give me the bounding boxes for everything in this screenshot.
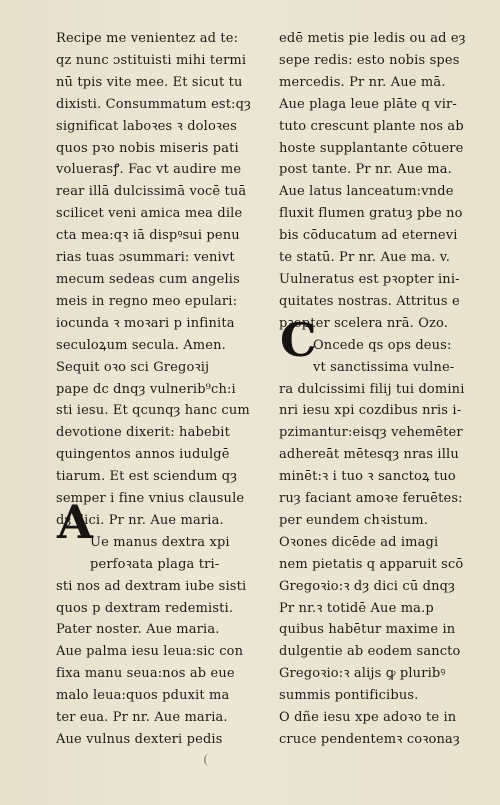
text-line: Aue plaga leue plāte q vir-	[279, 96, 457, 112]
text-line: nū tpis vite mee. Et sicut tu	[56, 74, 243, 90]
text-line: summis pontificibus.	[279, 688, 419, 704]
text-line: Pr nr.ꝛ totidē Aue ma.p	[279, 600, 434, 616]
text-line: dulgentie ab eodem sancto	[279, 644, 461, 660]
text-line: vt sanctissima vulne-	[313, 359, 455, 375]
text-line: pꝛopter scelera nrā. Ozo.	[279, 315, 449, 331]
text-line: cta mea:qꝛ iā dispꝰsui penu	[56, 228, 240, 244]
text-line: sti iesu. Et qcunqȝ hanc cum	[56, 403, 250, 419]
text-line: devotione dixerit: habebit	[56, 425, 230, 441]
text-line: Aue latus lanceatum:vnde	[279, 184, 454, 200]
text-line: fluxit flumen gratuȝ pbe no	[279, 206, 463, 222]
text-line: Recipe me venientez ad te:	[56, 31, 239, 46]
text-line: Pater noster. Aue maria.	[56, 622, 220, 638]
text-line: perfoꝛata plaga tri-	[90, 556, 220, 572]
text-line: Aue vulnus dexteri pedis	[56, 732, 223, 747]
text-line: meis in regno meo epulari:	[56, 293, 238, 309]
text-line: quitates nostras. Attritus e	[279, 293, 460, 309]
left-text-column	[56, 28, 270, 751]
text-line: rias tuas ɔsummari: venivt	[56, 250, 235, 266]
text-line: sti nos ad dextram iube sisti	[56, 578, 247, 594]
decorated-initial-a: A	[57, 495, 93, 549]
text-line: dȝ dici. Pr nr. Aue maria.	[56, 512, 224, 528]
text-line: fixa manu seua:nos ab eue	[56, 666, 235, 682]
text-line: significat laboꝛes ꝛ doloꝛes	[56, 118, 237, 134]
text-line: mecum sedeas cum angelis	[56, 271, 240, 287]
text-line: Gregoꝛio:ꝛ alijs ꝙ pluribꝰ	[279, 666, 446, 682]
text-line: nem pietatis q apparuit scō	[279, 556, 464, 572]
text-line: sepe redis: esto nobis spes	[279, 52, 460, 68]
text-line: cruce pendentemꝛ coꝛonaȝ	[279, 732, 460, 747]
text-line: quingentos annos iudulgē	[56, 447, 230, 463]
text-line: voluerasꝭ. Fac vt audire me	[56, 162, 242, 178]
text-line: pape dc dnqȝ vulnerib⁹ch:i	[56, 381, 236, 397]
text-line: Aue palma iesu leua:sic con	[56, 644, 244, 660]
text-line: Oncede qs ops deus:	[313, 337, 452, 353]
text-line: iocunda ꝛ moꝛari p infinita	[56, 315, 235, 331]
decorated-initial-c: C	[280, 313, 317, 367]
text-line: per eundem chꝛistum.	[279, 512, 428, 528]
text-line: tiarum. Et est sciendum qȝ	[56, 469, 238, 485]
text-line: edē metis pie ledis ou ad eȝ	[279, 31, 466, 46]
text-line: dixisti. Consummatum est:qȝ	[56, 96, 252, 112]
text-line: nri iesu xpi cozdibus nris i-	[279, 403, 462, 419]
text-line: scilicet veni amica mea dile	[56, 206, 243, 222]
text-line: Uulneratus est pꝛopter ini-	[279, 271, 460, 287]
text-line: bis cōducatum ad eternevi	[279, 228, 458, 244]
text-line: minēt:ꝛ i tuo ꝛ sanctoꝝ tuo	[279, 469, 456, 485]
text-line: hoste supplantante cōtuere	[279, 140, 464, 156]
text-line: qz nunc ɔstituisti mihi termi	[56, 52, 247, 68]
text-line: malo leua:quos pduxit ma	[56, 688, 230, 704]
text-line: seculoꝝum secula. Amen.	[56, 337, 226, 353]
text-line: Gregoꝛio:ꝛ dȝ dici cū dnqȝ	[279, 578, 456, 594]
text-line: ruȝ faciant amoꝛe feruētes:	[279, 491, 463, 507]
text-line: tuto crescunt plante nos ab	[279, 118, 464, 134]
text-line: ter eua. Pr nr. Aue maria.	[56, 710, 228, 726]
text-line: quos p dextram redemisti.	[56, 600, 234, 616]
text-line: rear illā dulcissimā vocē tuā	[56, 184, 247, 200]
text-line: mercedis. Pr nr. Aue mā.	[279, 74, 446, 90]
text-line: Ue manus dextra xpi	[90, 534, 230, 550]
text-line: pzimantur:eisqȝ vehemēter	[279, 425, 463, 441]
text-line: O dñe iesu xpe adoꝛo te in	[279, 710, 457, 726]
text-line: quos pꝛo nobis miseris pati	[56, 140, 239, 156]
text-line: Oꝛones dicēde ad imagi	[279, 534, 439, 550]
text-line: semper i fine vnius clausule	[56, 491, 245, 507]
text-line: ra dulcissimi filij tui domini	[279, 381, 465, 397]
signature-mark-icon: ⁽	[203, 752, 209, 777]
text-line: post tante. Pr nr. Aue ma.	[279, 162, 452, 178]
text-line: quibus habētur maxime in	[279, 622, 456, 638]
text-line: Sequit oꝛo sci Gregoꝛij	[56, 359, 210, 375]
text-line: adhereāt mētesqȝ nras illu	[279, 447, 459, 463]
text-line: te statū. Pr nr. Aue ma. v.	[279, 250, 450, 266]
right-text-column	[279, 28, 493, 751]
